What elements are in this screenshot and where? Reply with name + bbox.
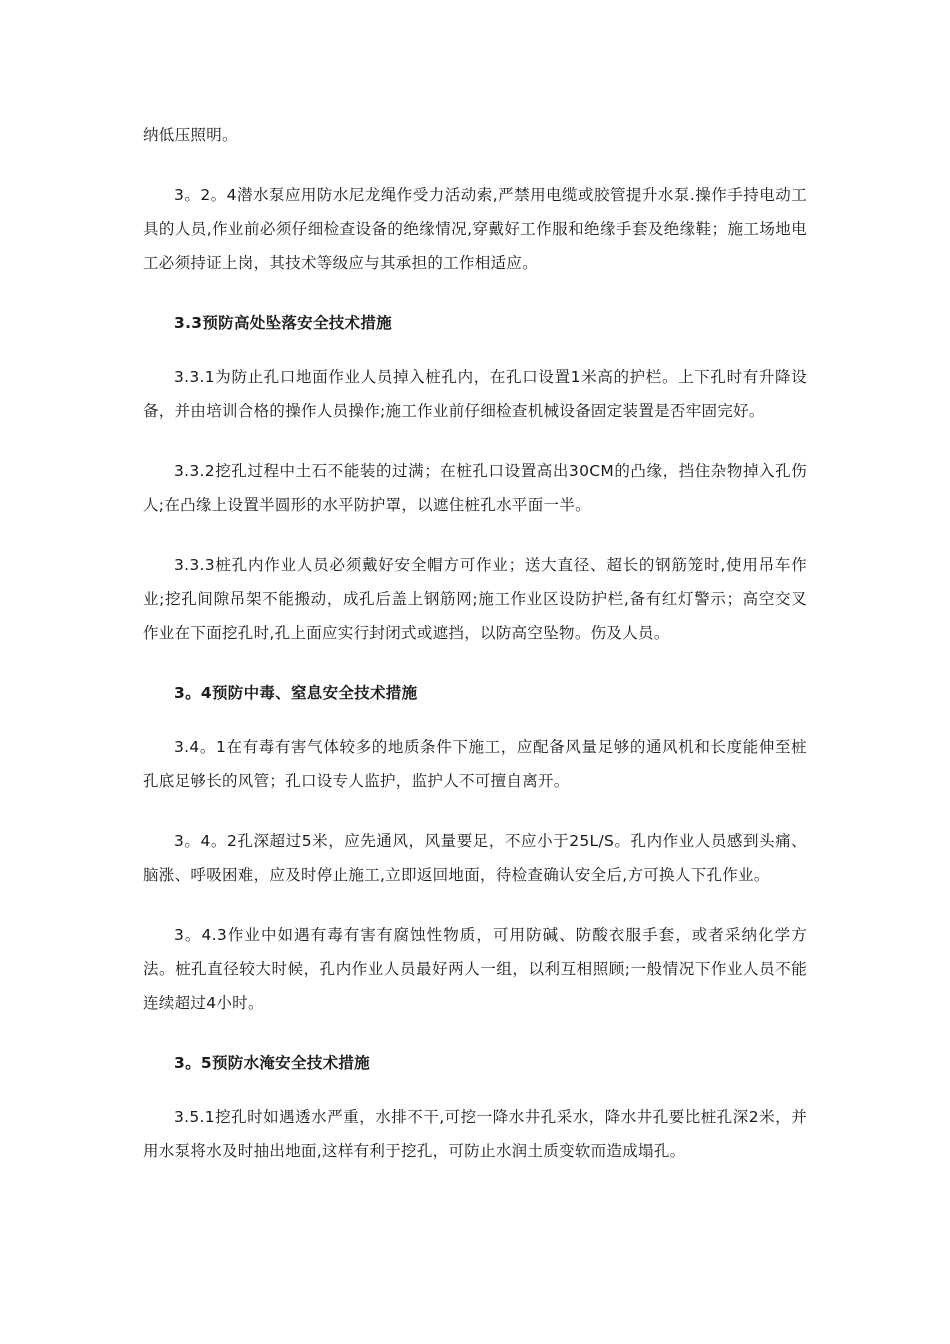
section-heading-3-3: 3.3预防高处坠落安全技术措施	[174, 314, 392, 332]
paragraph-3-4-2: 3。4。2孔深超过5米，应先通风，风量要足，不应小于25L/S。孔内作业人员感到头痛、脑涨、呼吸困难，应及时停止施工,立即返回地面，待检查确认安全后,方可换人下孔作业。	[143, 832, 807, 884]
section-heading-3-5: 3。5预防水淹安全技术措施	[174, 1054, 370, 1072]
paragraph-3-3-1: 3.3.1为防止孔口地面作业人员掉入桩孔内，在孔口设置1米高的护栏。上下孔时有升降设备，并由培训合格的操作人员操作;施工作业前仔细检查机械设备固定装置是否牢固完好。	[143, 368, 807, 420]
paragraph-3-3-3: 3.3.3桩孔内作业人员必须戴好安全帽方可作业；送大直径、超长的钢筋笼时,使用吊车作业;挖孔间隙吊架不能搬动，成孔后盖上钢筋网;施工作业区设防护栏,备有红灯警示；高空交叉作业在下面挖孔时,孔上面应实行封闭式或遮挡，以防高空坠物。伤及人员。	[143, 556, 807, 642]
paragraph-continuation: 纳低压照明。	[143, 126, 238, 144]
paragraph-3-4-1: 3.4。1在有毒有害气体较多的地质条件下施工，应配备风量足够的通风机和长度能伸至桩孔底足够长的风管；孔口设专人监护，监护人不可擅自离开。	[143, 738, 807, 790]
paragraph-3-2-4: 3。2。4潜水泵应用防水尼龙绳作受力活动索,严禁用电缆或胶管提升水泵.操作手持电动工具的人员,作业前必须仔细检查设备的绝缘情况,穿戴好工作服和绝缘手套及绝缘鞋；施工场地电工必须持证上岗，其技术等级应与其承担的工作相适应。	[143, 186, 807, 272]
paragraph-3-5-1: 3.5.1挖孔时如遇透水严重，水排不干,可挖一降水井孔采水，降水井孔要比桩孔深2米，并用水泵将水及时抽出地面,这样有利于挖孔，可防止水润土质变软而造成塌孔。	[143, 1108, 807, 1160]
section-heading-3-4: 3。4预防中毒、窒息安全技术措施	[174, 684, 418, 702]
document-body	[143, 118, 807, 1194]
paragraph-3-3-2: 3.3.2挖孔过程中土石不能装的过满；在桩孔口设置高出30CM的凸缘，挡住杂物掉入孔伤人;在凸缘上设置半圆形的水平防护罩，以遮住桩孔水平面一半。	[143, 462, 807, 514]
paragraph-3-4-3: 3。4.3作业中如遇有毒有害有腐蚀性物质，可用防碱、防酸衣服手套，或者采纳化学方法。桩孔直径较大时候，孔内作业人员最好两人一组，以利互相照顾;一般情况下作业人员不能连续超过4小时。	[143, 926, 807, 1012]
